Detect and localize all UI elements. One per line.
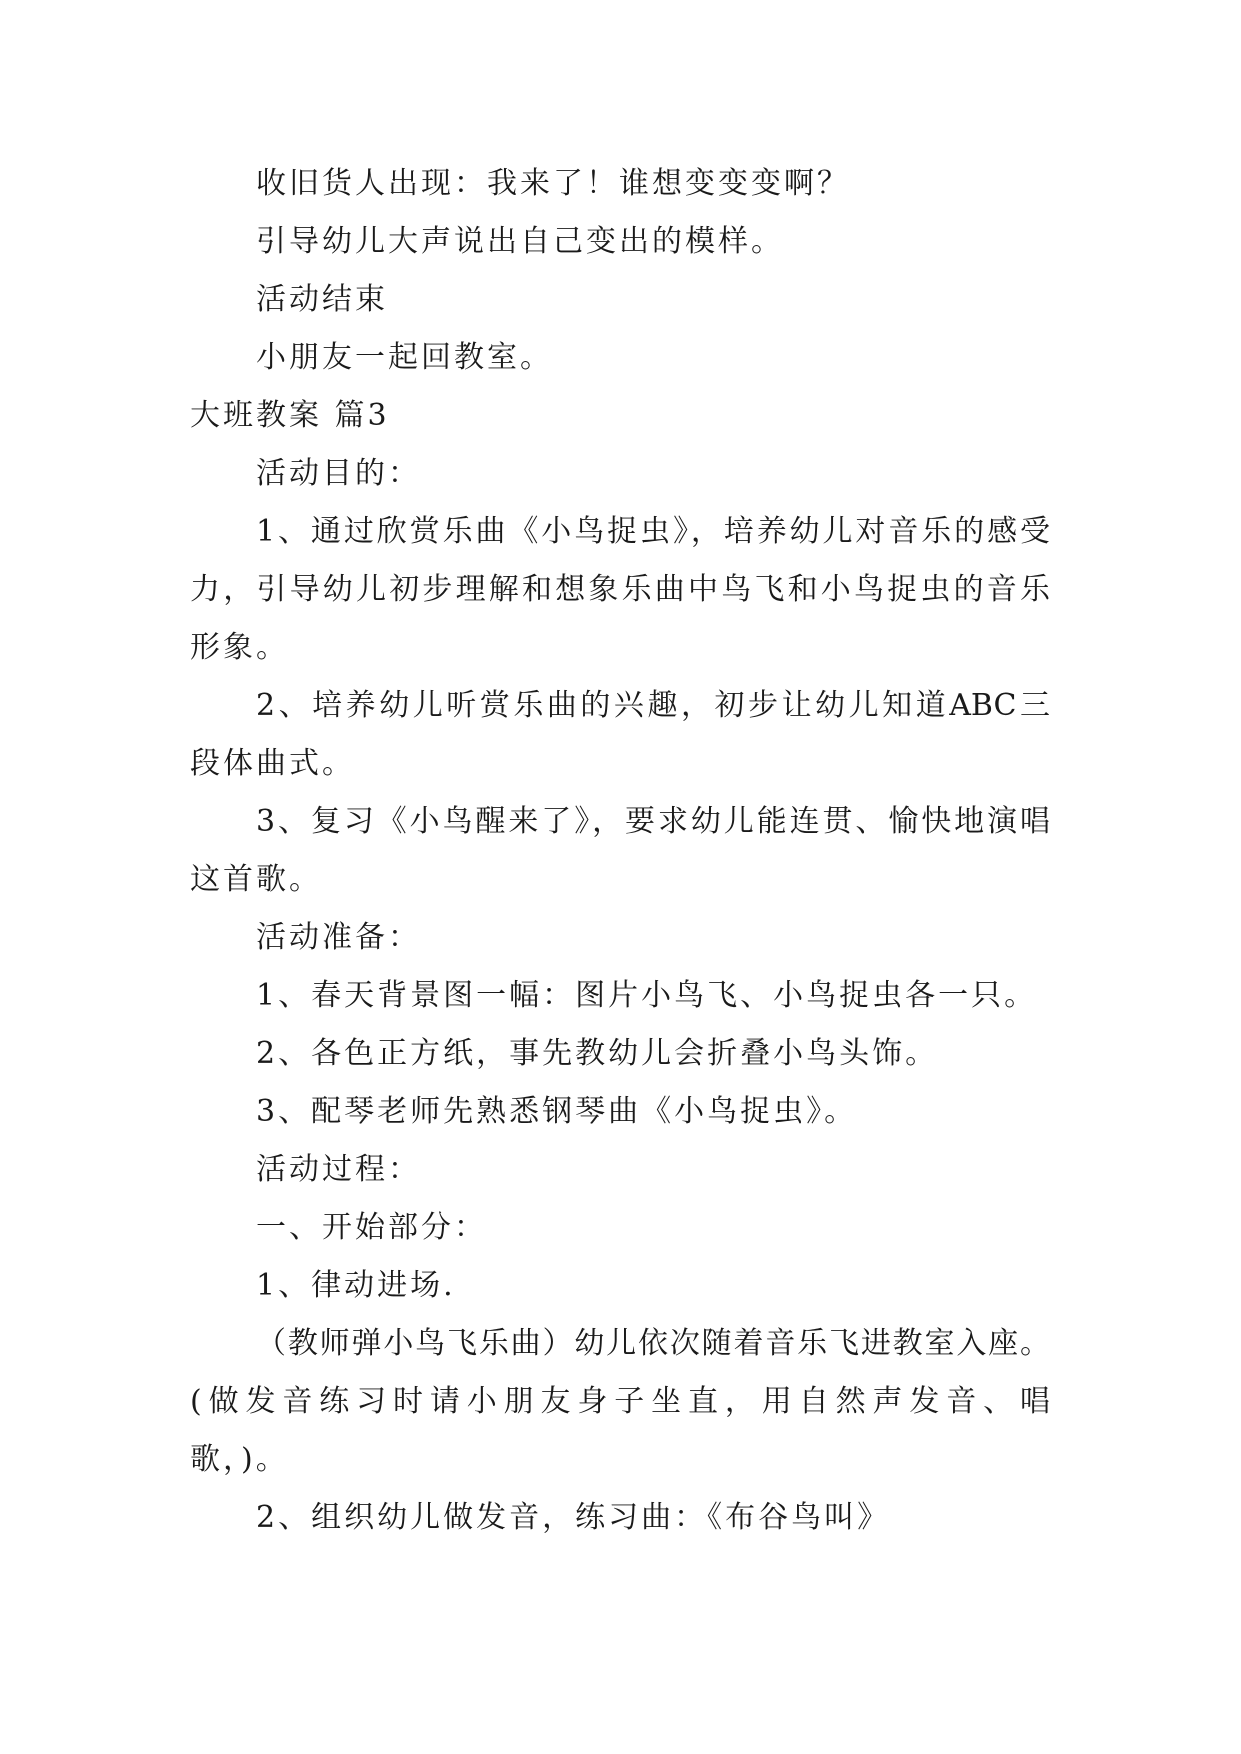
paragraph-line: 1、春天背景图一幅：图片小鸟飞、小鸟捉虫各一只。 [256,978,1038,1013]
paragraph-line: 段体曲式。 [190,746,355,781]
paragraph-line: 这首歌。 [190,862,322,897]
section-heading: 大班教案 篇3 [190,398,390,433]
paragraph-line: 收旧货人出现：我来了！谁想变变变啊？ [256,166,850,201]
paragraph-line: 3、配琴老师先熟悉钢琴曲《小鸟捉虫》。 [256,1094,858,1129]
paragraph-line: 活动准备： [256,920,421,955]
paragraph-line: 活动目的： [256,456,421,491]
paragraph-line: 引导幼儿大声说出自己变出的模样。 [256,224,784,259]
paragraph-line: 2、培养幼儿听赏乐曲的兴趣，初步让幼儿知道ABC三 [256,688,1050,723]
paragraph-line: 1、通过欣赏乐曲《小鸟捉虫》，培养幼儿对音乐的感受 [256,514,1050,549]
paragraph-line: 2、各色正方纸，事先教幼儿会折叠小鸟头饰。 [256,1036,939,1071]
paragraph-line: 一、开始部分： [256,1210,487,1245]
paragraph-line: 活动过程： [256,1152,421,1187]
paragraph-line: 2、组织幼儿做发音，练习曲：《布谷鸟叫》 [256,1500,891,1535]
paragraph-line: 力，引导幼儿初步理解和想象乐曲中鸟飞和小鸟捉虫的音乐 [190,572,1050,607]
paragraph-line: 小朋友一起回教室。 [256,340,553,375]
paragraph-line: （教师弹小鸟飞乐曲）幼儿依次随着音乐飞进教室入座。 [256,1326,1050,1361]
paragraph-line: 歌，)。 [190,1442,289,1477]
paragraph-line: (做发音练习时请小朋友身子坐直，用自然声发音、唱 [190,1384,1050,1419]
paragraph-line: 活动结束 [256,282,388,317]
paragraph-line: 3、复习《小鸟醒来了》，要求幼儿能连贯、愉快地演唱 [256,804,1050,839]
paragraph-line: 1、律动进场. [256,1268,456,1303]
paragraph-line: 形象。 [190,630,289,665]
